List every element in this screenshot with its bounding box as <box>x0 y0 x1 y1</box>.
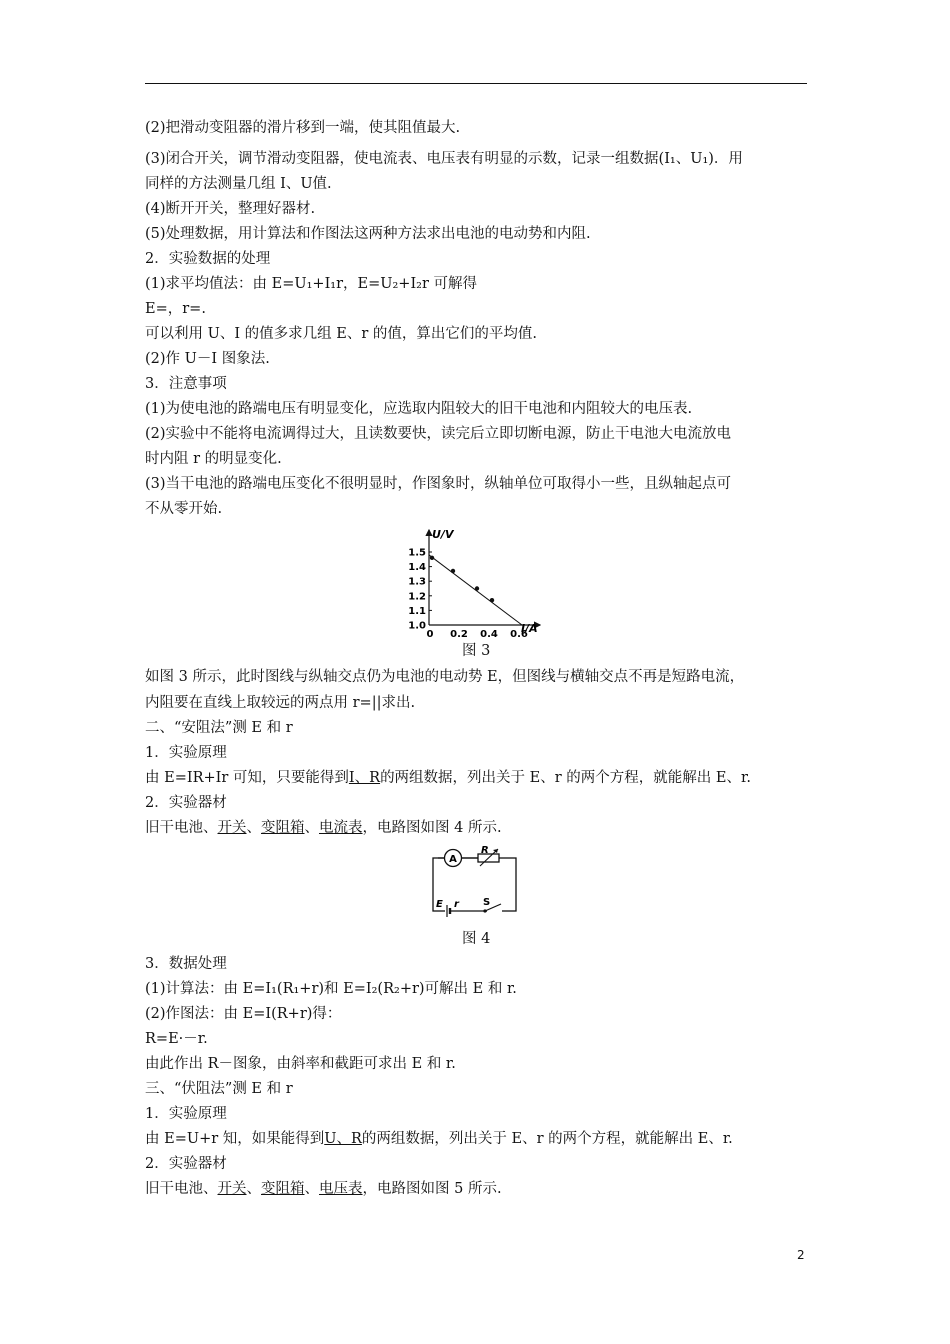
text-line: (1)求平均值法：由 E=U₁+I₁r，E=U₂+I₂r 可解得 <box>145 276 478 292</box>
underlined-term: 开关 <box>217 1181 247 1197</box>
text-line: 由 E=IR+Ir 可知，只要能得到I、R的两组数据，列出关于 E、r 的两个方程，就能解出 E、r. <box>145 770 751 786</box>
text-line: 旧干电池、开关、变阻箱、电流表，电路图如图 4 所示. <box>145 820 502 836</box>
text-line: 不从零开始. <box>145 501 223 517</box>
underlined-term: I、R <box>348 770 381 786</box>
circuit-wire <box>433 858 516 911</box>
underlined-term: 电压表 <box>319 1181 363 1197</box>
x-tick-label: 0 <box>426 629 434 640</box>
emf-label: E <box>436 899 443 910</box>
text-line: (3)闭合开关，调节滑动变阻器，使电流表、电压表有明显的示数，记录一组数据(I₁、U₁)．用 <box>145 151 743 167</box>
x-tick-label: 0.4 <box>480 629 498 640</box>
text-line: 由 E=U+r 知，如果能得到U、R的两组数据，列出关于 E、r 的两个方程，就能解出 E、r. <box>145 1131 733 1147</box>
data-point <box>451 569 455 573</box>
section-heading: 二、“安阻法”测 E 和 r <box>145 720 293 736</box>
text-line: (2)作 U－I 图象法. <box>145 351 270 367</box>
text-line: (2)作图法：由 E=I(R+r)得： <box>145 1006 342 1022</box>
section-heading: 2．实验数据的处理 <box>145 251 271 267</box>
figure3-caption: 图 3 <box>462 643 491 659</box>
section-heading: 三、“伏阻法”测 E 和 r <box>145 1081 293 1097</box>
text-line: R=E·－r. <box>145 1031 208 1047</box>
y-tick-label: 1.4 <box>408 562 426 574</box>
text-line: 同样的方法测量几组 I、U值. <box>145 176 332 192</box>
internal-resistance-label: r <box>454 899 459 910</box>
text-line: 如图 3 所示，此时图线与纵轴交点仍为电池的电动势 E，但图线与横轴交点不再是短路电流， <box>145 669 745 685</box>
resistor-label: R <box>481 845 489 856</box>
section-heading: 3．数据处理 <box>145 956 227 972</box>
section-heading: 1．实验原理 <box>145 1106 227 1122</box>
y-tick-label: 1.5 <box>408 547 426 559</box>
data-point <box>430 556 434 560</box>
text-line: (4)断开开关，整理好器材. <box>145 201 316 217</box>
page-number: 2 <box>797 1248 805 1262</box>
text-line: (2)把滑动变阻器的滑片移到一端，使其阻值最大. <box>145 120 461 136</box>
text-line: (2)实验中不能将电流调得过大，且读数要快，读完后立即切断电源，防止干电池大电流放电 <box>145 426 732 442</box>
figure3-chart <box>400 522 550 640</box>
y-tick-label: 1.0 <box>408 620 426 632</box>
text-line: (3)当干电池的路端电压变化不很明显时，作图象时，纵轴单位可取得小一些，且纵轴起点可 <box>145 476 732 492</box>
switch-label: S <box>483 897 491 908</box>
text-line: (1)计算法：由 E=I₁(R₁+r)和 E=I₂(R₂+r)可解出 E 和 r. <box>145 981 517 997</box>
x-tick-label: 0.6 <box>510 629 528 640</box>
underlined-term: 电流表 <box>319 820 363 836</box>
underlined-term: 变阻箱 <box>261 820 305 836</box>
figure4-circuit <box>425 843 525 917</box>
y-axis-label: U/V <box>432 528 454 541</box>
x-tick-label: 0.2 <box>450 629 468 640</box>
section-heading: 3．注意事项 <box>145 376 227 392</box>
ammeter-label: A <box>449 854 457 865</box>
data-point <box>490 598 494 602</box>
underlined-term: 变阻箱 <box>261 1181 305 1197</box>
text-line: 旧干电池、开关、变阻箱、电压表，电路图如图 5 所示. <box>145 1181 502 1197</box>
underlined-term: U、R <box>324 1131 362 1147</box>
x-axis-label: I/A <box>521 622 538 635</box>
text-line: (1)为使电池的路端电压有明显变化，应选取内阻较大的旧干电池和内阻较大的电压表. <box>145 401 693 417</box>
figure4-caption: 图 4 <box>462 931 491 947</box>
text-line: 可以利用 U、I 的值多求几组 E、r 的值，算出它们的平均值. <box>145 326 538 342</box>
text-line: E=，r=. <box>145 301 206 317</box>
y-tick-label: 1.2 <box>408 591 426 603</box>
y-tick-label: 1.1 <box>408 605 426 617</box>
y-tick-label: 1.3 <box>408 576 426 588</box>
underlined-term: 开关 <box>217 820 247 836</box>
text-line: 时内阻 r 的明显变化. <box>145 451 282 467</box>
section-heading: 2．实验器材 <box>145 795 227 811</box>
section-heading: 2．实验器材 <box>145 1156 227 1172</box>
header-rule <box>145 83 807 84</box>
text-line: 内阻要在直线上取较远的两点用 r=||求出. <box>145 695 416 711</box>
text-line: 由此作出 R－图象，由斜率和截距可求出 E 和 r. <box>145 1056 456 1072</box>
data-point <box>475 586 479 590</box>
text-line: (5)处理数据，用计算法和作图法这两种方法求出电池的电动势和内阻. <box>145 226 591 242</box>
section-heading: 1．实验原理 <box>145 745 227 761</box>
